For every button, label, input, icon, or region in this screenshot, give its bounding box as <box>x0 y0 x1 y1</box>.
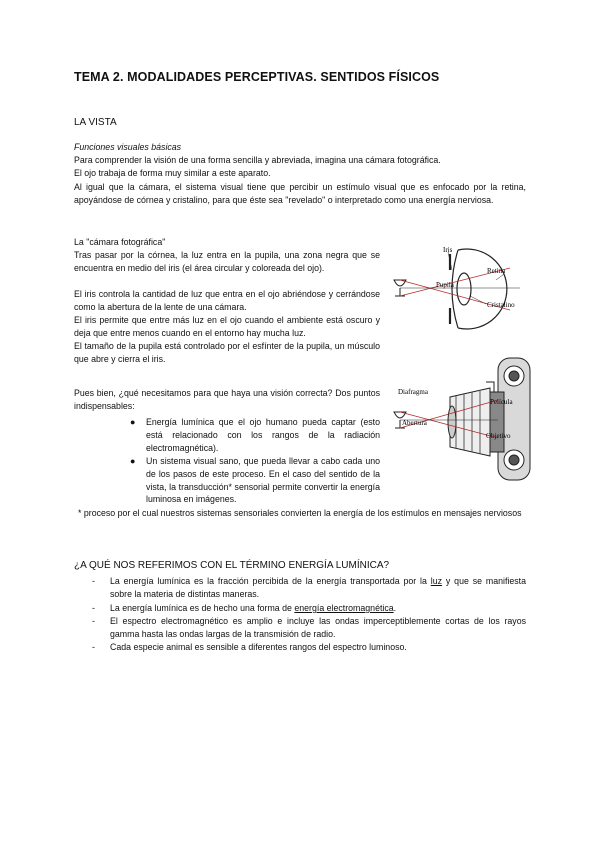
camara-paragraph-2: El iris controla la cantidad de luz que entra en el ojo abriéndose y cerrándose como la abertura de la lente de una cámara. <box>74 289 380 312</box>
camera-diagram <box>390 352 540 487</box>
funciones-heading: Funciones visuales básicas <box>74 142 182 152</box>
camara-paragraph-1: Tras pasar por la córnea, la luz entra en la pupila, una zona negra que se encuentra en medio del iris (el área circular y coloreada del ojo). <box>74 250 380 273</box>
label-cristalino: Cristalino <box>487 301 515 309</box>
bullet-marker: ● <box>130 456 136 466</box>
funciones-line-2: El ojo trabaja de forma muy similar a este aparato. <box>74 168 271 178</box>
list-dash: - <box>92 576 95 586</box>
funciones-line-1: Para comprender la visión de una forma sencilla y abreviada, imagina una cámara fotográfica. <box>74 155 441 165</box>
vision-bullet-1: Energía lumínica que el ojo humano pueda captar (esto está relacionado con los rangos de la radiación electromagnética). <box>146 417 380 453</box>
energia-heading: ¿A QUÉ NOS REFERIMOS CON EL TÉRMINO ENERGÍA LUMÍNICA? <box>74 560 390 571</box>
energia-item-3: El espectro electromagnético es amplio e incluye las ondas imperceptiblemente cortas de los rayos gamma hasta las ondas largas de la transmisión de radio. <box>110 616 526 639</box>
energia-item-1: La energía lumínica es la fracción percibida de la energía transportada por la luz y que se manifiesta sobre la materia de distintas maneras. <box>110 576 526 599</box>
eye-diagram <box>390 240 530 335</box>
label-objetivo: Objetivo <box>486 432 511 440</box>
lens-shape <box>448 406 456 438</box>
label-pelicula: Película <box>490 398 513 406</box>
footnote: * proceso por el cual nuestros sistemas sensoriales convierten la energía de los estímulos en mensajes nerviosos <box>78 508 522 518</box>
camara-heading: La "cámara fotográfica" <box>74 237 166 247</box>
label-abertura: Abertura <box>402 419 427 427</box>
energia-item-4: Cada especie animal es sensible a diferentes rangos del espectro luminoso. <box>110 642 407 652</box>
camara-paragraph-4: El tamaño de la pupila está controlado por el esfínter de la pupila, un músculo que abre y cierra el iris. <box>74 341 380 364</box>
page-title: TEMA 2. MODALIDADES PERCEPTIVAS. SENTIDOS FÍSICOS <box>74 70 440 84</box>
eyeball-shape <box>450 249 507 329</box>
link-luz[interactable]: luz <box>430 576 443 586</box>
label-iris: Iris <box>443 246 453 254</box>
funciones-paragraph: Al igual que la cámara, el sistema visual tiene que percibir un estímulo visual que es enfocado por la retina, apoyándose de córnea y cristalino, para que éste sea "revelado" o interpretado como una energía nerviosa. <box>74 182 526 205</box>
list-dash: - <box>92 616 95 626</box>
label-diafragma: Diafragma <box>398 388 428 396</box>
energia-item-2: La energía lumínica es de hecho una forma de energía electromagnética. <box>110 603 397 613</box>
label-retina: Retina <box>487 267 506 275</box>
vision-bullet-2: Un sistema visual sano, que pueda llevar a cabo cada uno de los pasos de este proceso. En el caso del sentido de la vista, la transducción* sensorial permite convertir la energía luminosa en imágenes. <box>146 456 380 505</box>
list-dash: - <box>92 642 95 652</box>
link-energia-electromagnetica[interactable]: energía electromagnética <box>294 603 394 613</box>
section-heading-la-vista: LA VISTA <box>74 117 117 128</box>
list-dash: - <box>92 603 95 613</box>
camera-body <box>450 358 530 480</box>
vision-intro: Pues bien, ¿qué necesitamos para que haya una visión correcta? Dos puntos indispensables: <box>74 388 380 411</box>
camara-paragraph-3: El iris permite que entre más luz en el ojo cuando el ambiente está oscuro y deja que entre menos cuando en el entorno hay mucha luz. <box>74 315 380 338</box>
label-pupila: Pupila <box>436 281 454 289</box>
bullet-marker: ● <box>130 417 136 427</box>
